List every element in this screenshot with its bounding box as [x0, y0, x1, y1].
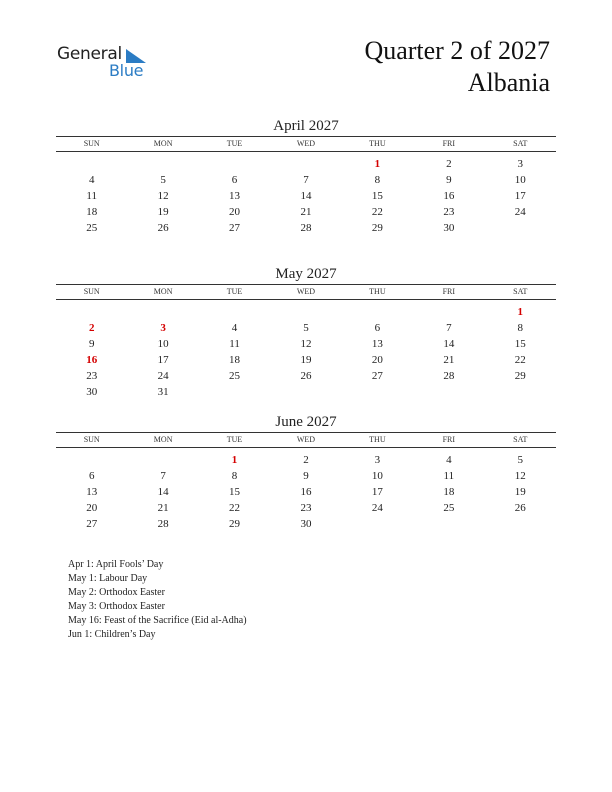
day-cell: 18 — [86, 206, 98, 218]
day-cell: 13 — [229, 190, 241, 202]
week-row — [56, 336, 556, 352]
day-cell: 10 — [514, 174, 526, 186]
day-cell: 27 — [371, 370, 383, 382]
generalblue-logo — [57, 44, 157, 80]
day-cell: 8 — [517, 322, 523, 334]
week-row — [56, 516, 556, 532]
holiday-note: May 3: Orthodox Easter — [68, 601, 165, 612]
day-header: TUE — [226, 435, 243, 444]
day-header-row — [56, 433, 556, 447]
day-cell — [485, 384, 556, 400]
day-cell — [270, 384, 341, 400]
day-cell: 5 — [517, 454, 523, 466]
day-header: MON — [153, 435, 173, 444]
holiday-note: May 2: Orthodox Easter — [68, 587, 165, 598]
header-rule — [56, 299, 556, 300]
day-cell: 7 — [303, 174, 309, 186]
day-header: FRI — [442, 435, 456, 444]
day-cell — [199, 304, 270, 320]
day-cell: 20 — [229, 206, 241, 218]
day-cell: 30 — [443, 222, 455, 234]
day-cell — [56, 452, 127, 468]
day-cell: 18 — [229, 354, 241, 366]
day-header: SAT — [513, 435, 528, 444]
day-cell: 5 — [303, 322, 309, 334]
day-cell: 30 — [86, 386, 98, 398]
day-header: TUE — [226, 287, 243, 296]
day-cell: 25 — [229, 370, 241, 382]
country-name: Albania — [467, 68, 550, 97]
month-title: June 2027 — [275, 414, 337, 430]
day-cell: 24 — [157, 370, 169, 382]
day-cell — [413, 384, 484, 400]
week-row — [56, 452, 556, 468]
week-row — [56, 304, 556, 320]
day-header: THU — [369, 435, 386, 444]
week-row — [56, 500, 556, 516]
day-cell — [485, 516, 556, 532]
day-cell: 28 — [300, 222, 312, 234]
day-cell: 24 — [371, 502, 383, 514]
day-cell: 11 — [229, 338, 240, 350]
day-cell: 27 — [229, 222, 241, 234]
logo-text-general: General — [57, 44, 122, 64]
day-header: FRI — [442, 139, 456, 148]
day-cell: 10 — [157, 338, 169, 350]
day-cell — [342, 304, 413, 320]
day-cell — [127, 452, 198, 468]
day-header: THU — [369, 287, 386, 296]
day-cell: 21 — [443, 354, 455, 366]
day-cell: 28 — [443, 370, 455, 382]
header-rule — [56, 151, 556, 152]
day-cell: 26 — [514, 502, 526, 514]
header-rule — [56, 447, 556, 448]
day-cell: 19 — [157, 206, 169, 218]
holiday-note: Jun 1: Children’s Day — [68, 629, 156, 640]
day-cell: 6 — [231, 174, 238, 186]
day-cell — [270, 304, 341, 320]
day-cell — [413, 304, 484, 320]
day-header: SUN — [83, 139, 100, 148]
day-header: THU — [369, 139, 386, 148]
day-cell: 3 — [517, 158, 523, 170]
page-title: Quarter 2 of 2027 — [364, 36, 550, 65]
day-cell: 29 — [371, 222, 383, 234]
day-cell: 29 — [514, 370, 526, 382]
week-row — [56, 172, 556, 188]
day-cell: 16 — [443, 190, 455, 202]
day-header: WED — [296, 435, 316, 444]
holiday-day-cell: 1 — [517, 306, 523, 318]
day-header: WED — [296, 139, 316, 148]
day-cell: 29 — [229, 518, 241, 530]
day-cell: 28 — [157, 518, 169, 530]
day-header: TUE — [226, 139, 243, 148]
week-row — [56, 468, 556, 484]
day-header-row — [56, 285, 556, 299]
day-cell: 5 — [160, 174, 166, 186]
day-cell — [127, 156, 198, 172]
week-row — [56, 320, 556, 336]
day-cell: 27 — [86, 518, 98, 530]
logo-text-blue: Blue — [109, 61, 144, 80]
month-title: May 2027 — [275, 266, 337, 282]
day-cell: 23 — [443, 206, 455, 218]
holiday-notes — [68, 558, 247, 642]
holiday-day-cell: 1 — [231, 454, 238, 466]
day-cell: 10 — [371, 470, 383, 482]
day-cell: 12 — [514, 470, 526, 482]
day-header-row — [56, 137, 556, 151]
day-cell: 31 — [157, 386, 169, 398]
day-cell: 26 — [157, 222, 169, 234]
week-row — [56, 352, 556, 368]
day-cell: 18 — [443, 486, 455, 498]
day-cell: 6 — [374, 322, 381, 334]
day-cell: 30 — [300, 518, 312, 530]
day-header: SUN — [83, 435, 100, 444]
day-header: WED — [296, 287, 316, 296]
month-calendar — [56, 116, 556, 236]
day-cell: 19 — [514, 486, 526, 498]
day-cell: 8 — [374, 174, 381, 186]
day-cell: 14 — [443, 338, 455, 350]
day-cell: 2 — [303, 454, 309, 466]
day-cell: 22 — [371, 206, 383, 218]
day-cell — [199, 156, 270, 172]
holiday-day-cell: 16 — [86, 354, 98, 366]
day-cell — [342, 384, 413, 400]
holiday-day-cell: 2 — [88, 322, 95, 334]
day-cell: 6 — [88, 470, 95, 482]
day-cell: 24 — [514, 206, 526, 218]
day-cell: 9 — [446, 174, 452, 186]
holiday-day-cell: 1 — [374, 158, 381, 170]
day-cell: 16 — [300, 486, 312, 498]
day-cell: 22 — [514, 354, 526, 366]
day-header: SAT — [513, 139, 528, 148]
day-header: MON — [153, 287, 173, 296]
day-cell: 20 — [86, 502, 98, 514]
day-cell: 26 — [300, 370, 312, 382]
day-cell: 23 — [300, 502, 312, 514]
day-cell: 14 — [300, 190, 312, 202]
week-row — [56, 384, 556, 400]
holiday-day-cell: 3 — [160, 322, 166, 334]
holiday-note: May 16: Feast of the Sacrifice (Eid al-Adha) — [68, 615, 247, 626]
day-cell: 9 — [303, 470, 309, 482]
week-row — [56, 204, 556, 220]
month-title: April 2027 — [273, 118, 339, 134]
day-cell: 17 — [514, 190, 526, 202]
day-header: SUN — [83, 287, 100, 296]
day-cell: 13 — [371, 338, 383, 350]
week-row — [56, 484, 556, 500]
day-cell: 12 — [157, 190, 169, 202]
day-cell — [342, 516, 413, 532]
day-header: SAT — [513, 287, 528, 296]
month-calendar — [56, 412, 556, 532]
day-cell: 21 — [300, 206, 312, 218]
day-cell: 22 — [229, 502, 241, 514]
day-cell — [199, 384, 270, 400]
day-cell: 7 — [446, 322, 452, 334]
day-cell: 15 — [371, 190, 383, 202]
day-cell — [127, 304, 198, 320]
day-cell: 19 — [300, 354, 312, 366]
week-row — [56, 188, 556, 204]
week-row — [56, 368, 556, 384]
day-cell: 13 — [86, 486, 98, 498]
day-header: FRI — [442, 287, 456, 296]
day-cell: 7 — [160, 470, 166, 482]
day-cell: 11 — [443, 470, 455, 482]
day-cell — [56, 156, 127, 172]
day-cell: 4 — [446, 454, 452, 466]
day-cell: 25 — [443, 502, 455, 514]
day-cell: 9 — [88, 338, 95, 350]
day-cell: 20 — [371, 354, 383, 366]
day-cell: 17 — [157, 354, 169, 366]
day-cell: 11 — [86, 190, 97, 202]
week-row — [56, 220, 556, 236]
day-cell — [413, 516, 484, 532]
day-cell: 17 — [371, 486, 383, 498]
day-cell: 15 — [229, 486, 241, 498]
holiday-note: Apr 1: April Fools’ Day — [68, 559, 164, 570]
day-cell: 14 — [157, 486, 169, 498]
day-cell: 8 — [231, 470, 238, 482]
day-cell: 4 — [231, 322, 238, 334]
holiday-note: May 1: Labour Day — [68, 573, 148, 584]
day-cell: 21 — [157, 502, 169, 514]
day-cell: 2 — [446, 158, 452, 170]
day-cell — [270, 156, 341, 172]
day-cell: 4 — [88, 174, 95, 186]
day-header: MON — [153, 139, 173, 148]
month-calendar — [56, 264, 556, 400]
day-cell: 23 — [86, 370, 98, 382]
week-row — [56, 156, 556, 172]
day-cell — [56, 304, 127, 320]
day-cell: 25 — [86, 222, 98, 234]
day-cell — [485, 220, 556, 236]
day-cell: 3 — [374, 454, 381, 466]
day-cell: 12 — [300, 338, 312, 350]
day-cell: 15 — [514, 338, 526, 350]
